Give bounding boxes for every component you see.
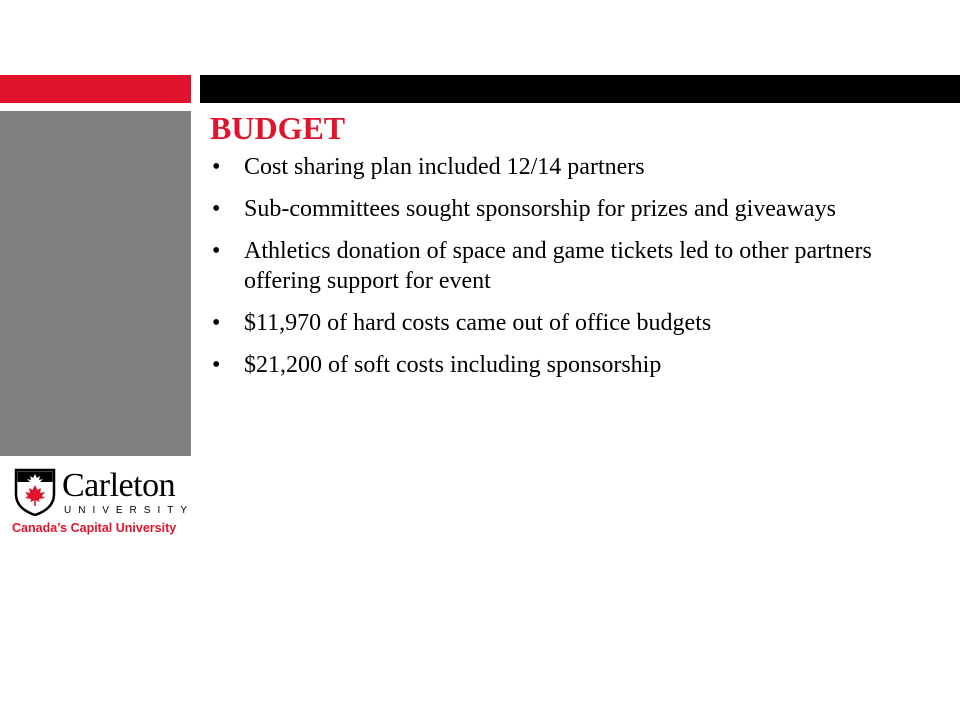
crest-maple-leaf-icon <box>14 468 56 516</box>
bullet-text: Cost sharing plan included 12/14 partners <box>244 154 645 180</box>
header-black-bar <box>200 75 960 103</box>
slide-title: BUDGET <box>210 110 346 146</box>
logo-subtitle: UNIVERSITY <box>64 505 195 516</box>
bullet-list <box>204 152 884 392</box>
list-item <box>204 152 884 182</box>
bullet-icon: • <box>212 154 221 180</box>
bullet-icon: • <box>212 238 221 264</box>
side-grey-panel <box>0 111 191 456</box>
list-item <box>204 308 884 338</box>
logo-tagline: Canada’s Capital University <box>12 521 177 535</box>
logo-name: Carleton <box>62 467 176 504</box>
bullet-icon: • <box>212 310 221 336</box>
carleton-logo <box>10 466 195 538</box>
list-item <box>204 194 884 224</box>
list-item <box>204 236 884 296</box>
bullet-text: $11,970 of hard costs came out of office budgets <box>244 310 712 336</box>
bullet-icon: • <box>212 196 221 222</box>
bullet-icon: • <box>212 352 221 378</box>
list-item <box>204 350 884 380</box>
bullet-text: Athletics donation of space and game tickets led to other partners offering support for event <box>244 238 872 294</box>
header-red-bar <box>0 75 191 103</box>
bullet-text: Sub-committees sought sponsorship for prizes and giveaways <box>244 196 836 222</box>
bullet-text: $21,200 of soft costs including sponsorship <box>244 352 662 378</box>
